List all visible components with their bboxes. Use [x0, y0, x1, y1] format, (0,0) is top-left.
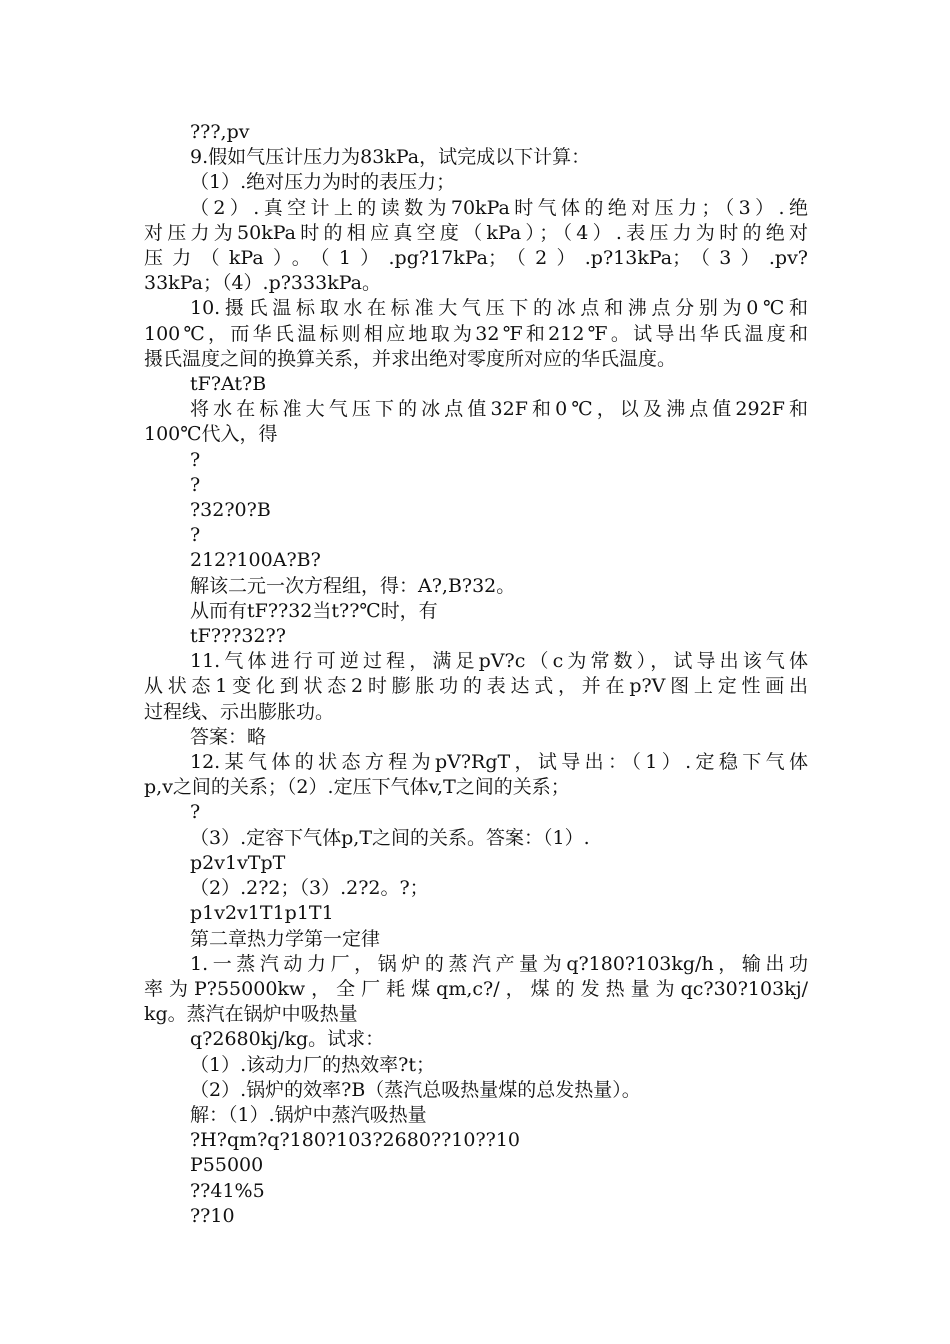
text-line: p,v之间的关系；（2）.定压下气体v,T之间的关系；: [144, 776, 570, 799]
text-line: ?H?qm?q?180?103?2680??10??10: [190, 1129, 521, 1152]
text-line: p2v1vTpT: [190, 851, 286, 874]
text-line: （1）.绝对压力为时的表压力；: [190, 171, 456, 194]
text-line: （2）.2?2；（3）.2?2。?；: [190, 877, 429, 900]
text-line: 从而有tF??32当t??℃时，有: [190, 599, 438, 622]
text-line: ?: [190, 801, 201, 824]
text-line: （2）.锅炉的效率?B（蒸汽总吸热量煤的总发热量）。: [190, 1078, 641, 1101]
text-line: ?: [190, 448, 201, 471]
text-line: ??10: [190, 1204, 235, 1227]
text-line: 212?100A?B?: [190, 549, 321, 572]
text-line: P55000: [190, 1154, 264, 1177]
text-line: tF???32??: [190, 625, 286, 648]
chapter-heading: 第二章热力学第一定律: [190, 927, 381, 950]
text-line: 过程线、示出膨胀功。: [144, 700, 335, 723]
text-line: 100℃，而华氏温标则相应地取为32℉和212℉。试导出华氏温度和: [144, 322, 808, 345]
text-line: 答案：略: [190, 725, 267, 748]
text-line: ?: [190, 473, 201, 496]
document-page: [144, 120, 808, 1229]
text-line: kg。蒸汽在锅炉中吸热量: [144, 1003, 358, 1026]
text-line: 压力（kPa）。（1）.pg?17kPa；（2）.p?13kPa；（3）.pv?: [144, 247, 808, 270]
text-line: ???,pv: [190, 121, 250, 143]
text-line: ?: [190, 524, 201, 547]
text-line: 摄氏温度之间的换算关系，并求出绝对零度所对应的华氏温度。: [144, 347, 677, 370]
text-line: 解该二元一次方程组，得：A?,B?32。: [190, 574, 516, 597]
text-line: p1v2v1T1p1T1: [190, 902, 334, 925]
text-line: 从状态1变化到状态2时膨胀功的表达式，并在p?V图上定性画出: [144, 675, 808, 698]
text-line: 将水在标准大气压下的冰点值32F和0℃，以及沸点值292F和: [190, 398, 808, 421]
text-line: 10.摄氏温标取水在标准大气压下的冰点和沸点分别为0℃和: [190, 297, 808, 320]
text-line: ??41%5: [190, 1179, 265, 1202]
text-line: 11.气体进行可逆过程，满足pV?c（c为常数），试导出该气体: [190, 650, 808, 673]
text-line: q?2680kj/kg。试求：: [190, 1028, 385, 1051]
text-line: 对压力为50kPa时的相应真空度（kPa）；（4）.表压力为时的绝对: [144, 221, 808, 244]
text-line: 1.一蒸汽动力厂，锅炉的蒸汽产量为q?180?103kg/h，输出功: [190, 952, 808, 975]
text-line: tF?At?B: [190, 373, 267, 396]
text-line: ?32?0?B: [190, 499, 271, 522]
text-line: （1）.该动力厂的热效率?t；: [190, 1053, 435, 1076]
text-line: 率为P?55000kw，全厂耗煤qm,c?/，煤的发热量为qc?30?103kj/: [144, 977, 808, 1000]
text-line: 33kPa；（4）.p?333kPa。: [144, 272, 381, 295]
text-line: （3）.定容下气体p,T之间的关系。答案：（1）.: [190, 826, 590, 849]
text-line: 100℃代入，得: [144, 423, 278, 446]
text-line: （2）.真空计上的读数为70kPa时气体的绝对压力；（3）.绝: [190, 196, 808, 219]
text-line: 9.假如气压计压力为83kPa，试完成以下计算：: [190, 146, 591, 169]
text-line: 12.某气体的状态方程为pV?RgT，试导出：（1）.定稳下气体: [190, 751, 808, 774]
text-line: 解：（1）.锅炉中蒸汽吸热量: [190, 1103, 427, 1126]
